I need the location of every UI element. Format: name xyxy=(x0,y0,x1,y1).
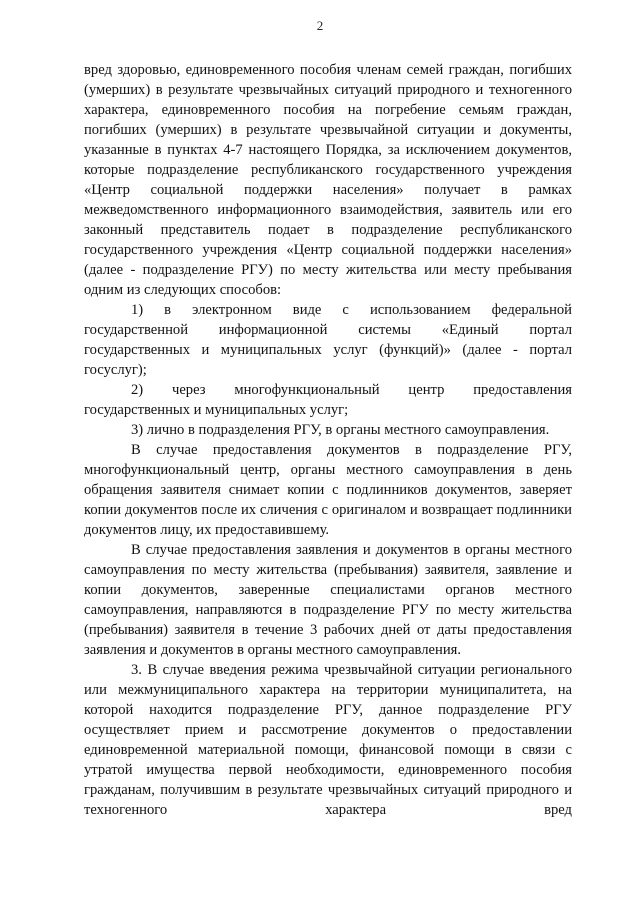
document-body xyxy=(84,60,572,820)
paragraph-continuation: вред здоровью, единовременного пособия членам семей граждан, погибших (умерших) в результате чрезвычайных ситуаций природного и техногенного характера, единовременного пособия на погребение семьям граждан, погибших (умерших) в результате чрезвычайной ситуации и документы, указанные в пунктах 4-7 настоящего Порядка, за исключением документов, которые подразделение республиканского государственного учреждения «Центр социальной поддержки населения» получает в рамках межведомственного информационного взаимодействия, заявитель или его законный представитель подает в подразделение республиканского государственного учреждения «Центр социальной поддержки населения» (далее - подразделение РГУ) по месту жительства или месту пребывания одним из следующих способов: xyxy=(84,62,572,298)
paragraph-item-3: 3. В случае введения режима чрезвычайной ситуации регионального или межмуниципального характера на территории муниципалитета, на которой находится подразделение РГУ, данное подразделение РГУ осуществляет прием и рассмотрение документов о предоставлении единовременной материальной помощи, финансовой помощи в связи с утратой имущества первой необходимости, единовременного пособия гражданам, получившим в результате чрезвычайных ситуаций природного и техногенного характера вред xyxy=(84,662,572,818)
paragraph-method-2: 2) через многофункциональный центр предоставления государственных и муниципальных услуг; xyxy=(84,382,572,418)
paragraph-document-copies: В случае предоставления документов в подразделение РГУ, многофункциональный центр, органы местного самоуправления в день обращения заявителя снимает копии с подлинников документов, заверяет копии документов после их сличения с оригиналом и возвращает подлинники документов лицу, их предоставившему. xyxy=(84,442,572,538)
paragraph-method-3: 3) лично в подразделения РГУ, в органы местного самоуправления. xyxy=(131,422,550,438)
paragraph-local-government: В случае предоставления заявления и документов в органы местного самоуправления по месту жительства (пребывания) заявителя, заявление и копии документов, заверенные специалистами органов местного самоуправления, направляются в подразделение РГУ по месту жительства (пребывания) заявителя в течение 3 рабочих дней от даты предоставления заявления и документов в органы местного самоуправления. xyxy=(84,542,572,658)
paragraph-method-1: 1) в электронном виде с использованием федеральной государственной информационной системы «Единый портал государственных и муниципальных услуг (функций)» (далее - портал госуслуг); xyxy=(84,302,572,378)
page-number: 2 xyxy=(316,18,324,33)
